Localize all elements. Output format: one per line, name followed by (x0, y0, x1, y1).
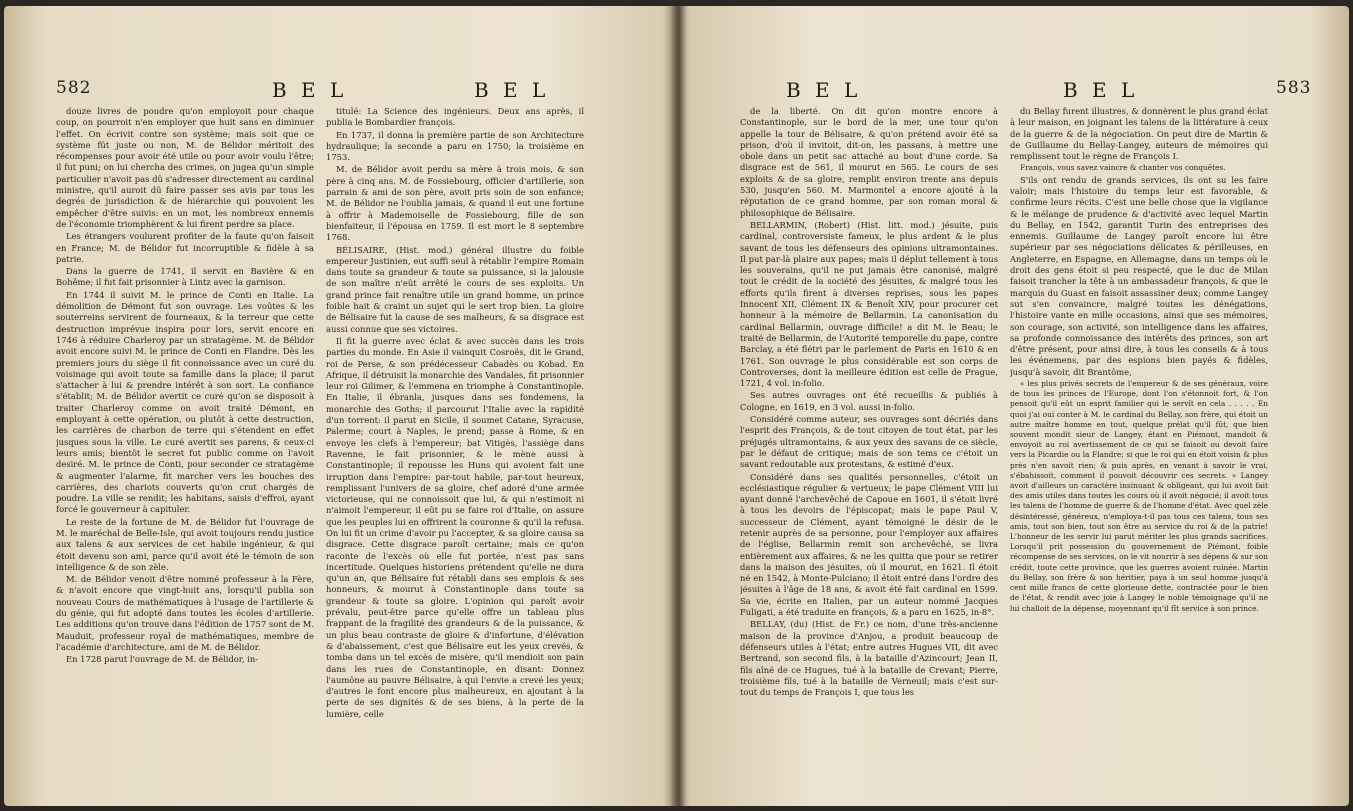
paragraph: François, vous savez vaincre & chanter vos conquêtes. (1020, 163, 1226, 173)
left-page (4, 6, 676, 806)
running-head: B E L (272, 78, 348, 102)
paragraph: En 1744 il suivit M. le prince de Conti en Italie. La démolition de Démont fut son ouvrage. Les voûtes & les souterreins servirent de fourneaux, & la terreur que cette destruction imprévue inspira pour lors, servit encore en 1746 à réduire Charleroy par un stratagème. M. de Bélidor avoit encore suivi M. le prince de Conti en Flandre. Dès les premiers jours du siège il fit connoissance avec un curé du voisinage qui avoit toute sa famille dans la place; il parut s'attacher à lui & prendre intérêt à son sort. La confiance s'établit; M. de Bélidor avertit ce curé qu'on se disposoit à traiter Charleroy comme on avoit traité Démont, en employant à cette opération, ou plutôt à cette destruction, les carrières de charbon de terre qui s'étendent en effet jusques sous la ville. Le curé avertit ses parens, & ceux-ci leurs amis; bientôt le secret fut public comme on l'avoit desiré. M. le prince de Conti, pour seconder ce stratagème & augmenter l'alarme, fit marcher vers les bouches des carrières, des chariots couverts qu'on crut chargés de poudre. La ville se rendit; les habitans, saisis d'effroi, ayant forcé le gouverneur à capituler. (56, 289, 314, 515)
page-number: 583 (1276, 78, 1312, 98)
right-page-header (678, 78, 1349, 104)
paragraph: Dans la guerre de 1741, il servit en Bavière & en Bohême; il fut fait prisonnier à Lintz avec la garnison. (56, 266, 314, 288)
paragraph: Il fit la guerre avec éclat & avec succès dans les trois parties du monde. En Asie il vainquit Cosroës, dit le Grand, roi de Perse, & son prédécesseur Cabadès ou Kobad. En Afrique, il détruisit la monarchie des Vandales, fit prisonnier leur roi Gilimer, & l'emmena en triomphe à Constantinople. En Italie, il ébranla, jusques dans ses fondemens, la monarchie des Goths; il parcourut l'Italie avec la rapidité d'un torrent: il parut en Sicile, il soumet Catane, Syracuse, Palerme; court à Naples, le prend; passe à Rome, & en envoye les clefs à l'empereur; bat Vitigès, l'assiège dans Ravenne, le fait prisonnier, & le mène aussi à Constantinople; il repousse les Huns qui avoient fait une irruption dans l'empire: par-tout habile, par-tout heureux, remplissant l'univers de sa gloire, chef adoré d'une armée victorieuse, qui ne connoissoit que lui, & qui n'estimoit ni n'aimoit l'empereur, il eût pu se faire roi d'Italie, on assure que les peuples lui en offrirent la couronne & qu'il la refusa. On lui fit un crime d'avoir pu l'accepter, & sa gloire causa sa disgrace. Cette disgrace paroît certaine; mais ce qu'on raconte de l'excès où elle fut portée, n'est pas sans incertitude. Quelques historiens prétendent qu'elle ne dura qu'un an, que Bélisaire fut rétabli dans ses emplois & ses honneurs, & mourut à Constantinople dans toute sa grandeur & toute sa gloire. L'opinion qui paroît avoir prévalu, peut-être parce qu'elle offre un tableau plus frappant de la fragilité des grandeurs & de la puissance, & un plus beau contraste de gloire & d'infortune, d'élévation & d'abaissement, c'est que Bélisaire eut les yeux crevés, & tomba dans un tel excès de misère, qu'il mendioit son pain dans les rues de Constantinople, en disant: Donnez l'aumône au pauvre Bélisaire, à qui l'envie a crevé les yeux; d'autres le font encore plus malheureux, en ajoutant à la perte de ses dignités & de ses biens, à la perte de la lumière, celle (326, 335, 584, 719)
paragraph: « les plus privés secrets de l'empereur & de ses généraux, voire de tous les princes de l'Europe, dont l'on s'étonnoit fort, & l'on pensoit qu'il eût un esprit familier qui le servît en cela . . . . . En quoi j'ai oui conter à M. le cardinal du Bellay, son frère, qui étoit un autre maître homme en tout, quelque prélat qu'il fût, que bien souvent mondit sieur de Langey, étant en Piémont, mandoit & envoyoit au roi avertissement de ce qui se faisoit ou devoit faire vers la Picardie ou la Flandre; si que le roi qui en étoit voisin & plus près n'en savoit rien; & puis après, en venant à savoir le vrai, s'ébahissoit, comment il pouvoit découvrir ces secrets. » Langey avoit d'ailleurs un caractère insinuant & obligeant, qui lui avoit fait des amis utiles dans toutes les cours où il avoit négocié; il avoit tous les talens de l'homme de guerre & de l'homme d'état. Avec quel zèle désintéressé, généreux, n'employa-t-il pas tous ces talens, tous ses amis, tout son bien, tout son être au service du roi & de la patrie! L'honneur de les servir lui parut mériter les plus grands sacrifices. Lorsqu'il prit possession du gouvernement de Piémont, foible récompense de ses services, on le vit nourrir à ses dépens & sur son crédit, toute cette province, que les guerres avoient ruinée. Martin du Bellay, son frère & son héritier, paya à un seul homme jusqu'à cent mille francs de cette glorieuse dette, contractée pour le bien de l'état, & rendit avec joie à Langey le noble témoignage qu'il ne lui challoit de la dépense, moyennant qu'il fît service à son prince. (1010, 379, 1268, 613)
text-column-right (326, 106, 584, 796)
paragraph: BELLARMIN, (Robert) (Hist. litt. mod.) jésuite, puis cardinal, controversiste fameux, le plus ardent & le plus savant de tous les défenseurs des opinions ultramontaines. Il put par-là plaire aux papes; mais il déplut tellement à tous les souverains, qu'il ne put jamais être canonisé, malgré tout le crédit de la société des jésuites, & malgré tous les efforts qu'ils firent à diverses reprises, sous les papes Innocent XII, Clément IX & Benoît XIV, pour procurer cet honneur à la mémoire de Bellarmin. La canonisation du cardinal Bellarmin, ouvrage difficile! a dit M. le Beau; le traité de Bellarmin, de l'Autorité temporelle du pape, contre Barclay, a été flétri par le parlement de Paris en 1610 & en 1761. Son ouvrage le plus considérable est son corps de Controverses, dont la meilleure édition est celle de Prague, 1721, 4 vol. in-folio. (740, 219, 998, 389)
open-book (4, 6, 1349, 806)
paragraph: En 1737, il donna la première partie de son Architecture hydraulique; la seconde a paru en 1750; la troisième en 1753. (326, 129, 584, 163)
paragraph: M. de Bélidor venoit d'être nommé professeur à la Fère, & n'avoit encore que vingt-huit ans, lorsqu'il publia son nouveau Cours de mathématiques à l'usage de l'artillerie & du génie, qui fut adopté dans toutes les écoles d'artillerie. Les additions qu'on trouve dans l'édition de 1757 sont de M. Mauduit, professeur royal de mathématiques, membre de l'académie d'architecture, ami de M. de Bélidor. (56, 574, 314, 652)
left-page-header (4, 78, 676, 104)
paragraph: En 1728 parut l'ouvrage de M. de Bélidor, in- (66, 654, 259, 665)
paragraph: Le reste de la fortune de M. de Bélidor fut l'ouvrage de M. le maréchal de Belle-Isle, qui avoit toujours rendu justice aux talens & aux services de cet habile ingénieur, & qui étoit devenu son ami, parce qu'il avoit été le témoin de son intelligence & de son zèle. (56, 516, 314, 572)
paragraph: M. de Bélidor avoit perdu sa mère à trois mois, & son père à cinq ans. M. de Fossiebourg, officier d'artillerie, son parrain & ami de son père, avoit pris soin de son enfance; M. de Bélidor ne l'oublia jamais, & quand il eut une fortune à offrir à Mademoiselle de Fossiebourg, fille de son bienfaiteur, il l'épousa en 1759. Il est mort le 8 septembre 1768. (326, 164, 584, 243)
paragraph: Ses autres ouvrages ont été recueillis & publiés à Cologne, en 1619, en 3 vol. aussi in-folio. (740, 390, 998, 412)
paragraph: douze livres de poudre qu'on employoit pour chaque coup, on pourroit n'en employer que huit sans en diminuer l'effet. On écrivit contre son système; mais soit que ce système fût juste ou non, M. de Bélidor méritoit des récompenses pour avoir été utile ou pour avoir voulu l'être; il fut puni; on lui chercha des crimes, on jugea qu'un simple particulier n'avoit pas dû s'adresser directement au cardinal ministre, qu'il auroit dû faire passer ses avis par tous les degrés de jurisdiction & de hiérarchie qui pouvoient les empêcher d'être suivis: en un mot, les nombreux ennemis de l'économie triomphèrent & lui firent perdre sa place. (56, 106, 314, 229)
paragraph: titulé: La Science des ingénieurs. Deux ans après, il publia le Bombardier françois. (326, 106, 584, 128)
running-head: B E L (786, 78, 862, 102)
page-number: 582 (56, 78, 92, 98)
paragraph: BELLAY, (du) (Hist. de Fr.) ce nom, d'une très-ancienne maison de la province d'Anjou, a produit beaucoup de défenseurs utiles à l'état; entre autres Hugues VII, dit avec Bertrand, son second fils, à la bataille d'Azincourt; Jean II, fils aîné de ce Hugues, tué à la bataille de Crevant; Pierre, troisième fils, tué à la bataille de Verneuil; mais c'est sur-tout du temps de François I, que tous les (740, 619, 998, 698)
paragraph: S'ils ont rendu de grands services, ils ont su les faire valoir; mais l'histoire du temps leur est favorable, & confirme leurs récits. C'est une belle chose que la vigilance & le mélange de prudence & d'activité avec lequel Martin du Bellay, en 1542, garantit Turin des entreprises des ennemis. Guillaume de Langey paroît encore lui être supérieur par ses négociations délicates & périlleuses, en Angleterre, en Espagne, en Allemagne, dans un temps où le droit des gens étoit si peu respecté, que le duc de Milan faisoit trancher la tête à un ambassadeur françois, & que le marquis du Guast en faisoit assassiner deux; comme Langey sut s'en convaincre, malgré toutes les dénégations, l'histoire vante en mille occasions, ainsi que ses mémoires, son courage, son activité, son intelligence dans les affaires, sa profonde connoissance des intérêts des princes, son art d'être présent, pour ainsi dire, à tous les conseils & à tous les événemens, par des espions bien payés & fidèles, jusqu'à savoir, dit Brantôme, (1010, 174, 1268, 377)
paragraph: BÉLISAIRE, (Hist. mod.) général illustre du foible empereur Justinien, eut suffi seul à rétablir l'empire Romain dans toute sa grandeur & toute sa puissance, si la jalousie de son maître n'eût arrêté le cours de ses exploits. Un grand prince fait renaître utile un grand homme, un prince foible hait & craint un sujet qui le sert trop bien. La gloire de Bélisaire fut la cause de ses malheurs, & sa disgrace est aussi connue que ses victoires. (326, 244, 584, 334)
right-page (678, 6, 1349, 806)
paragraph: de la liberté. On dit qu'on montre encore à Constantinople, sur le bord de la mer, une tour qu'on appelle la tour de Bélisaire, & qu'on prétend avoir été sa prison, d'où il invitoit, dit-on, les passans, à mettre une obole dans un petit sac attaché au bout d'une corde. Sa disgrace est de 561, il mourut en 565. Le cours de ses exploits & de sa gloire, remplit environ trente ans depuis 530, jusqu'en 560. M. Marmontel a encore ajouté à la réputation de ce grand homme, par son roman moral & philosophique de Bélisaire. (740, 106, 998, 218)
running-head: B E L (474, 78, 550, 102)
paragraph: Les étrangers voulurent profiter de la faute qu'on faisoit en France; M. de Bélidor fut incorruptible & fidèle à sa patrie. (56, 231, 314, 264)
paragraph: Considéré dans ses qualités personnelles, c'étoit un ecclésiastique régulier & vertueux; le pape Clément VIII lui ayant donné l'archevêché de Capoue en 1601, il s'étoit livré à tous les devoirs de l'épiscopat; mais le pape Paul V, successeur de Clément, ayant témoigné le désir de le retenir auprès de sa personne, pour l'employer aux affaires de l'église, Bellarmin remit son archevêché, se livra entièrement aux affaires, & ne les quitta que pour se retirer dans la maison des jésuites, où il mourut, en 1621. Il étoit né en 1542, à Monte-Pulciano; il étoit entré dans l'ordre des jésuites à l'âge de 18 ans, & avoit été fait cardinal en 1599. Sa vie, écrite en Italien, par un auteur nommé Jacques Fuligati, a été traduite en françois, & a paru en 1625, in-8°. (740, 471, 998, 618)
text-column-left (56, 106, 314, 796)
text-column-right (1010, 106, 1268, 796)
paragraph: du Bellay furent illustres, & donnèrent le plus grand éclat à leur maison, en joignant les talens de la littérature à ceux de la guerre & de la négociation. On peut dire de Martin & de Guillaume du Bellay-Langey, auteurs de mémoires qui remplissent tout le règne de François I. (1010, 106, 1268, 162)
running-head: B E L (1063, 78, 1139, 102)
text-column-left (740, 106, 998, 796)
paragraph: Considéré comme auteur, ses ouvrages sont décriés dans l'esprit des François, & de tout citoyen de tout état, par les préjugés ultramontains, & aux yeux des savans de ce siècle, par le défaut de critique; mais de son tems ce c'étoit un savant redoutable aux protestans, & estimé d'eux. (740, 414, 998, 470)
